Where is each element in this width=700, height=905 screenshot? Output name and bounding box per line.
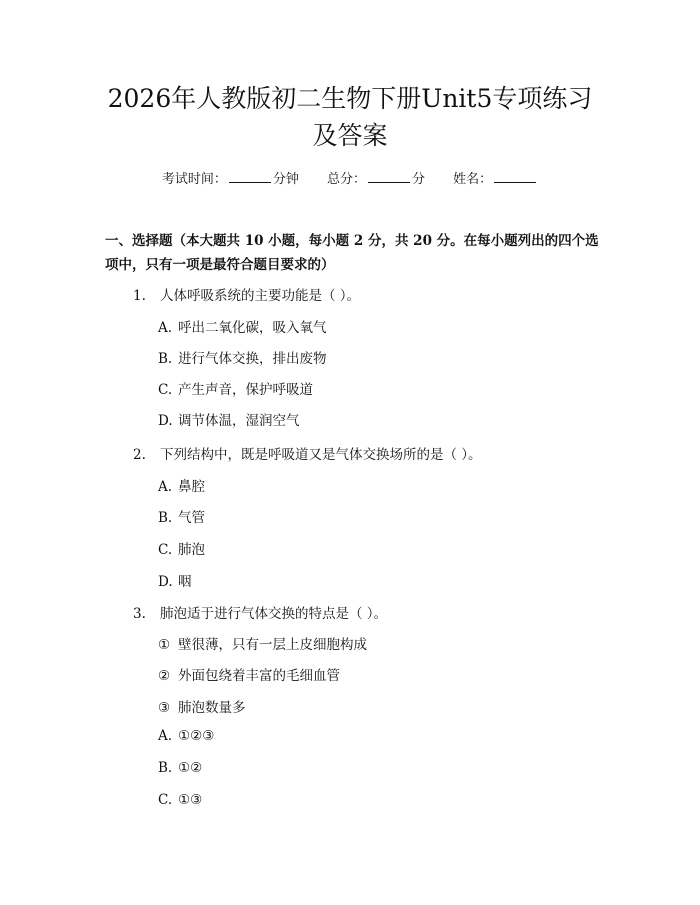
q2-option-a: A. 鼻腔 bbox=[158, 479, 205, 495]
exam-time: 考试时间： 分钟 bbox=[161, 172, 299, 187]
student-name: 姓名： bbox=[453, 172, 538, 187]
page-title: 2026年人教版初二生物下册Unit5专项练习 bbox=[107, 84, 593, 113]
section-heading: 一、选择题（本大题共 10 小题，每小题 2 分，共 20 分。在每小题列出的四个选项中，只有一项是最符合题目要求的） bbox=[105, 233, 599, 273]
score-blank bbox=[368, 170, 410, 183]
q2-option-c: C. 肺泡 bbox=[158, 542, 205, 558]
q3-statement-2: ② 外面包绕着丰富的毛细血管 bbox=[158, 668, 340, 684]
exam-score: 总分： 分 bbox=[326, 172, 426, 187]
question-2: 2. 下列结构中，既是呼吸道又是气体交换场所的是（ ）。 bbox=[133, 447, 482, 463]
q3-statement-1: ① 壁很薄，只有一层上皮细胞构成 bbox=[158, 637, 367, 653]
question-1: 1. 人体呼吸系统的主要功能是（ ）。 bbox=[133, 288, 361, 304]
exam-meta bbox=[0, 168, 700, 187]
q1-option-b: B. 进行气体交换，排出废物 bbox=[158, 351, 327, 367]
q2-option-d: D. 咽 bbox=[158, 574, 192, 590]
q1-option-a: A. 呼出二氧化碳，吸入氧气 bbox=[158, 320, 327, 336]
q3-option-b: B. ①② bbox=[158, 760, 203, 776]
question-3: 3. 肺泡适于进行气体交换的特点是（ ）。 bbox=[133, 606, 388, 622]
name-blank bbox=[494, 170, 536, 183]
q3-option-c: C. ①③ bbox=[158, 792, 203, 808]
q2-option-b: B. 气管 bbox=[158, 510, 205, 526]
time-blank bbox=[229, 170, 271, 183]
q3-option-a: A. ①②③ bbox=[158, 728, 215, 744]
q3-statement-3: ③ 肺泡数量多 bbox=[158, 700, 246, 716]
q1-option-d: D. 调节体温，湿润空气 bbox=[158, 413, 300, 429]
q1-option-c: C. 产生声音，保护呼吸道 bbox=[158, 382, 313, 398]
page-title-continued: 及答案 bbox=[312, 121, 388, 150]
